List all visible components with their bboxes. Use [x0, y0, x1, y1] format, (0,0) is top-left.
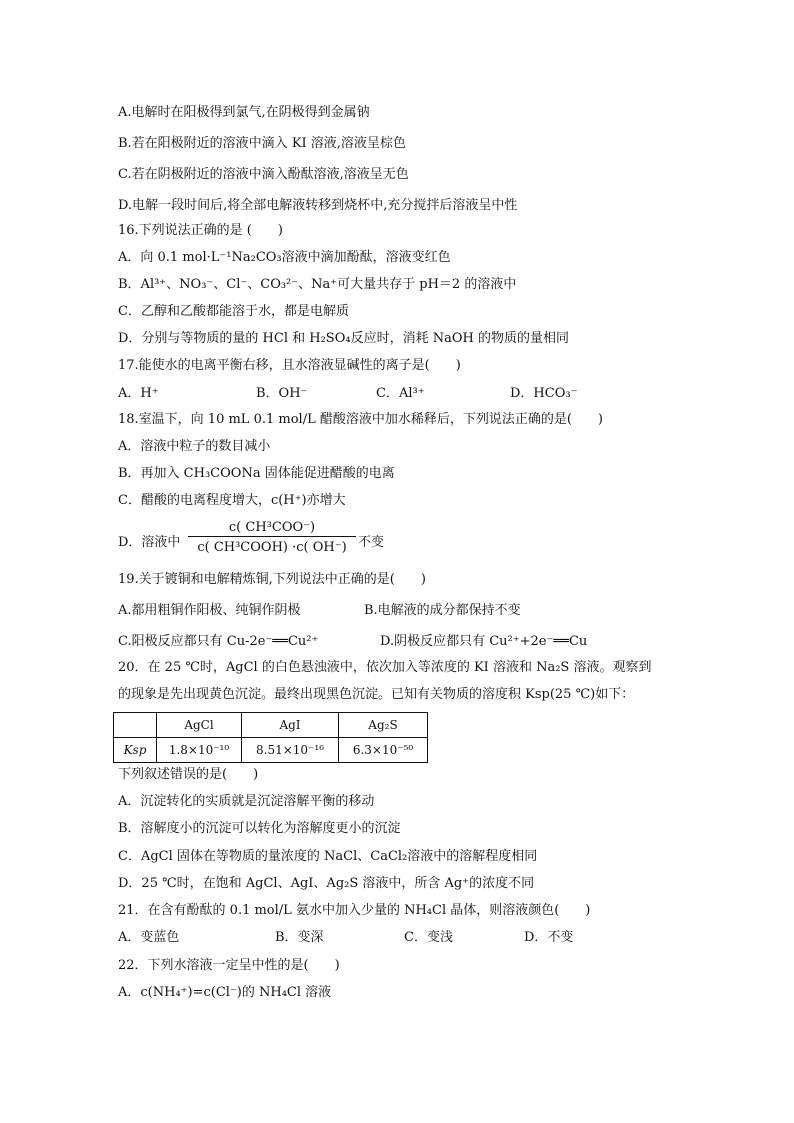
fraction-numerator: c( CH³COO⁻)	[188, 520, 356, 537]
q20-option-d: D．25 ℃时，在饱和 AgCl、AgI、Ag₂S 溶液中，所含 Ag⁺的浓度不同	[118, 876, 535, 891]
q20-option-b: B．溶解度小的沉淀可以转化为溶解度更小的沉淀	[118, 821, 401, 836]
q19-options-row1	[118, 602, 598, 620]
ksp-header-ag2s: Ag₂S	[339, 713, 428, 738]
q16-option-d: D．分别与等物质的量的 HCl 和 H₂SO₄反应时，消耗 NaOH 的物质的量相同	[118, 331, 569, 346]
q19-option-c: C.阳极反应都只有 Cu-2e⁻══Cu²⁺	[118, 634, 319, 649]
q15-option-c: C.若在阴极附近的溶液中滴入酚酞溶液,溶液呈无色	[118, 167, 409, 182]
q21-options	[118, 929, 598, 947]
q20-stem-line3: 下列叙述错误的是( )	[118, 767, 259, 782]
q20-option-c: C．AgCl 固体在等物质的量浓度的 NaCl、CaCl₂溶液中的溶解程度相同	[118, 849, 538, 864]
ksp-value-agcl: 1.8×10⁻¹⁰	[157, 738, 242, 763]
q20-stem-line2: 的现象是先出现黄色沉淀。最终出现黑色沉淀。已知有关物质的溶度积 Ksp(25 ℃)如下：	[118, 687, 635, 702]
q22-option-a: A．c(NH₄⁺)=c(Cl⁻)的 NH₄Cl 溶液	[118, 985, 332, 1000]
q19-option-d: D.阴极反应都只有 Cu²⁺+2e⁻══Cu	[380, 634, 588, 649]
fraction-denominator: c( CH³COOH) ·c( OH⁻)	[197, 540, 347, 555]
q21-option-c: C．变浅	[404, 930, 453, 945]
q16-option-b: B．Al³⁺、NO₃⁻、Cl⁻、CO₃²⁻、Na⁺可大量共存于 pH＝2 的溶液中	[118, 277, 517, 292]
q18-option-d-prefix: D．溶液中	[118, 535, 181, 550]
q21-stem: 21．在含有酚酞的 0.1 mol/L 氨水中加入少量的 NH₄Cl 晶体，则溶液颜色( )	[118, 903, 591, 918]
q17-option-d: D．HCO₃⁻	[510, 386, 578, 401]
q17-option-a: A．H⁺	[118, 386, 159, 401]
q21-option-b: B．变深	[275, 930, 324, 945]
ksp-value-agi: 8.51×10⁻¹⁶	[242, 738, 339, 763]
q15-option-b: B.若在阳极附近的溶液中滴入 KI 溶液,溶液呈棕色	[118, 136, 406, 151]
q19-option-a: A.都用粗铜作阳极、纯铜作阴极	[118, 603, 301, 618]
q18-option-b: B．再加入 CH₃COONa 固体能促进醋酸的电离	[118, 466, 395, 481]
q16-option-a: A．向 0.1 mol·L⁻¹Na₂CO₃溶液中滴加酚酞，溶液变红色	[118, 250, 451, 265]
q16-option-c: C．乙醇和乙酸都能溶于水，都是电解质	[118, 304, 349, 319]
q18-option-d-suffix: 不变	[358, 535, 385, 550]
q22-stem: 22．下列水溶液一定呈中性的是( )	[118, 958, 340, 973]
q19-option-b: B.电解液的成分都保持不变	[364, 603, 521, 618]
q18-stem: 18.室温下，向 10 mL 0.1 mol/L 醋酸溶液中加水稀释后，下列说法正确的是( )	[118, 412, 603, 427]
ksp-table-value-row	[114, 738, 428, 763]
q19-options-row2	[118, 633, 598, 651]
q18-option-a: A．溶液中粒子的数目减小	[118, 439, 271, 454]
q17-stem: 17.能使水的电离平衡右移，且水溶液显碱性的离子是( )	[118, 358, 461, 373]
q17-option-b: B．OH⁻	[256, 386, 308, 401]
q20-option-a: A．沉淀转化的实质就是沉淀溶解平衡的移动	[118, 794, 375, 809]
ksp-table	[113, 712, 428, 763]
q18-option-c: C．醋酸的电离程度增大，c(H⁺)亦增大	[118, 493, 346, 508]
q21-option-a: A．变蓝色	[118, 930, 180, 945]
q20-stem-line1: 20．在 25 ℃时，AgCl 的白色悬浊液中，依次加入等浓度的 KI 溶液和 Na₂S 溶液。观察到	[118, 660, 652, 675]
ksp-table-corner	[114, 713, 157, 738]
q21-option-d: D．不变	[524, 930, 574, 945]
ksp-header-agcl: AgCl	[157, 713, 242, 738]
q15-option-a: A.电解时在阳极得到氯气,在阴极得到金属钠	[118, 105, 370, 120]
q17-option-c: C．Al³⁺	[376, 386, 425, 401]
ksp-header-agi: AgI	[242, 713, 339, 738]
ksp-row-label: Ksp	[114, 738, 157, 763]
ksp-value-ag2s: 6.3×10⁻⁵⁰	[339, 738, 428, 763]
q19-stem: 19.关于镀铜和电解精炼铜,下列说法中正确的是( )	[118, 572, 426, 587]
q16-stem: 16.下列说法正确的是 ( )	[118, 223, 283, 238]
ksp-table-header-row	[114, 713, 428, 738]
q17-options	[118, 385, 598, 403]
q15-option-d: D.电解一段时间后,将全部电解液转移到烧杯中,充分搅拌后溶液呈中性	[118, 198, 518, 213]
